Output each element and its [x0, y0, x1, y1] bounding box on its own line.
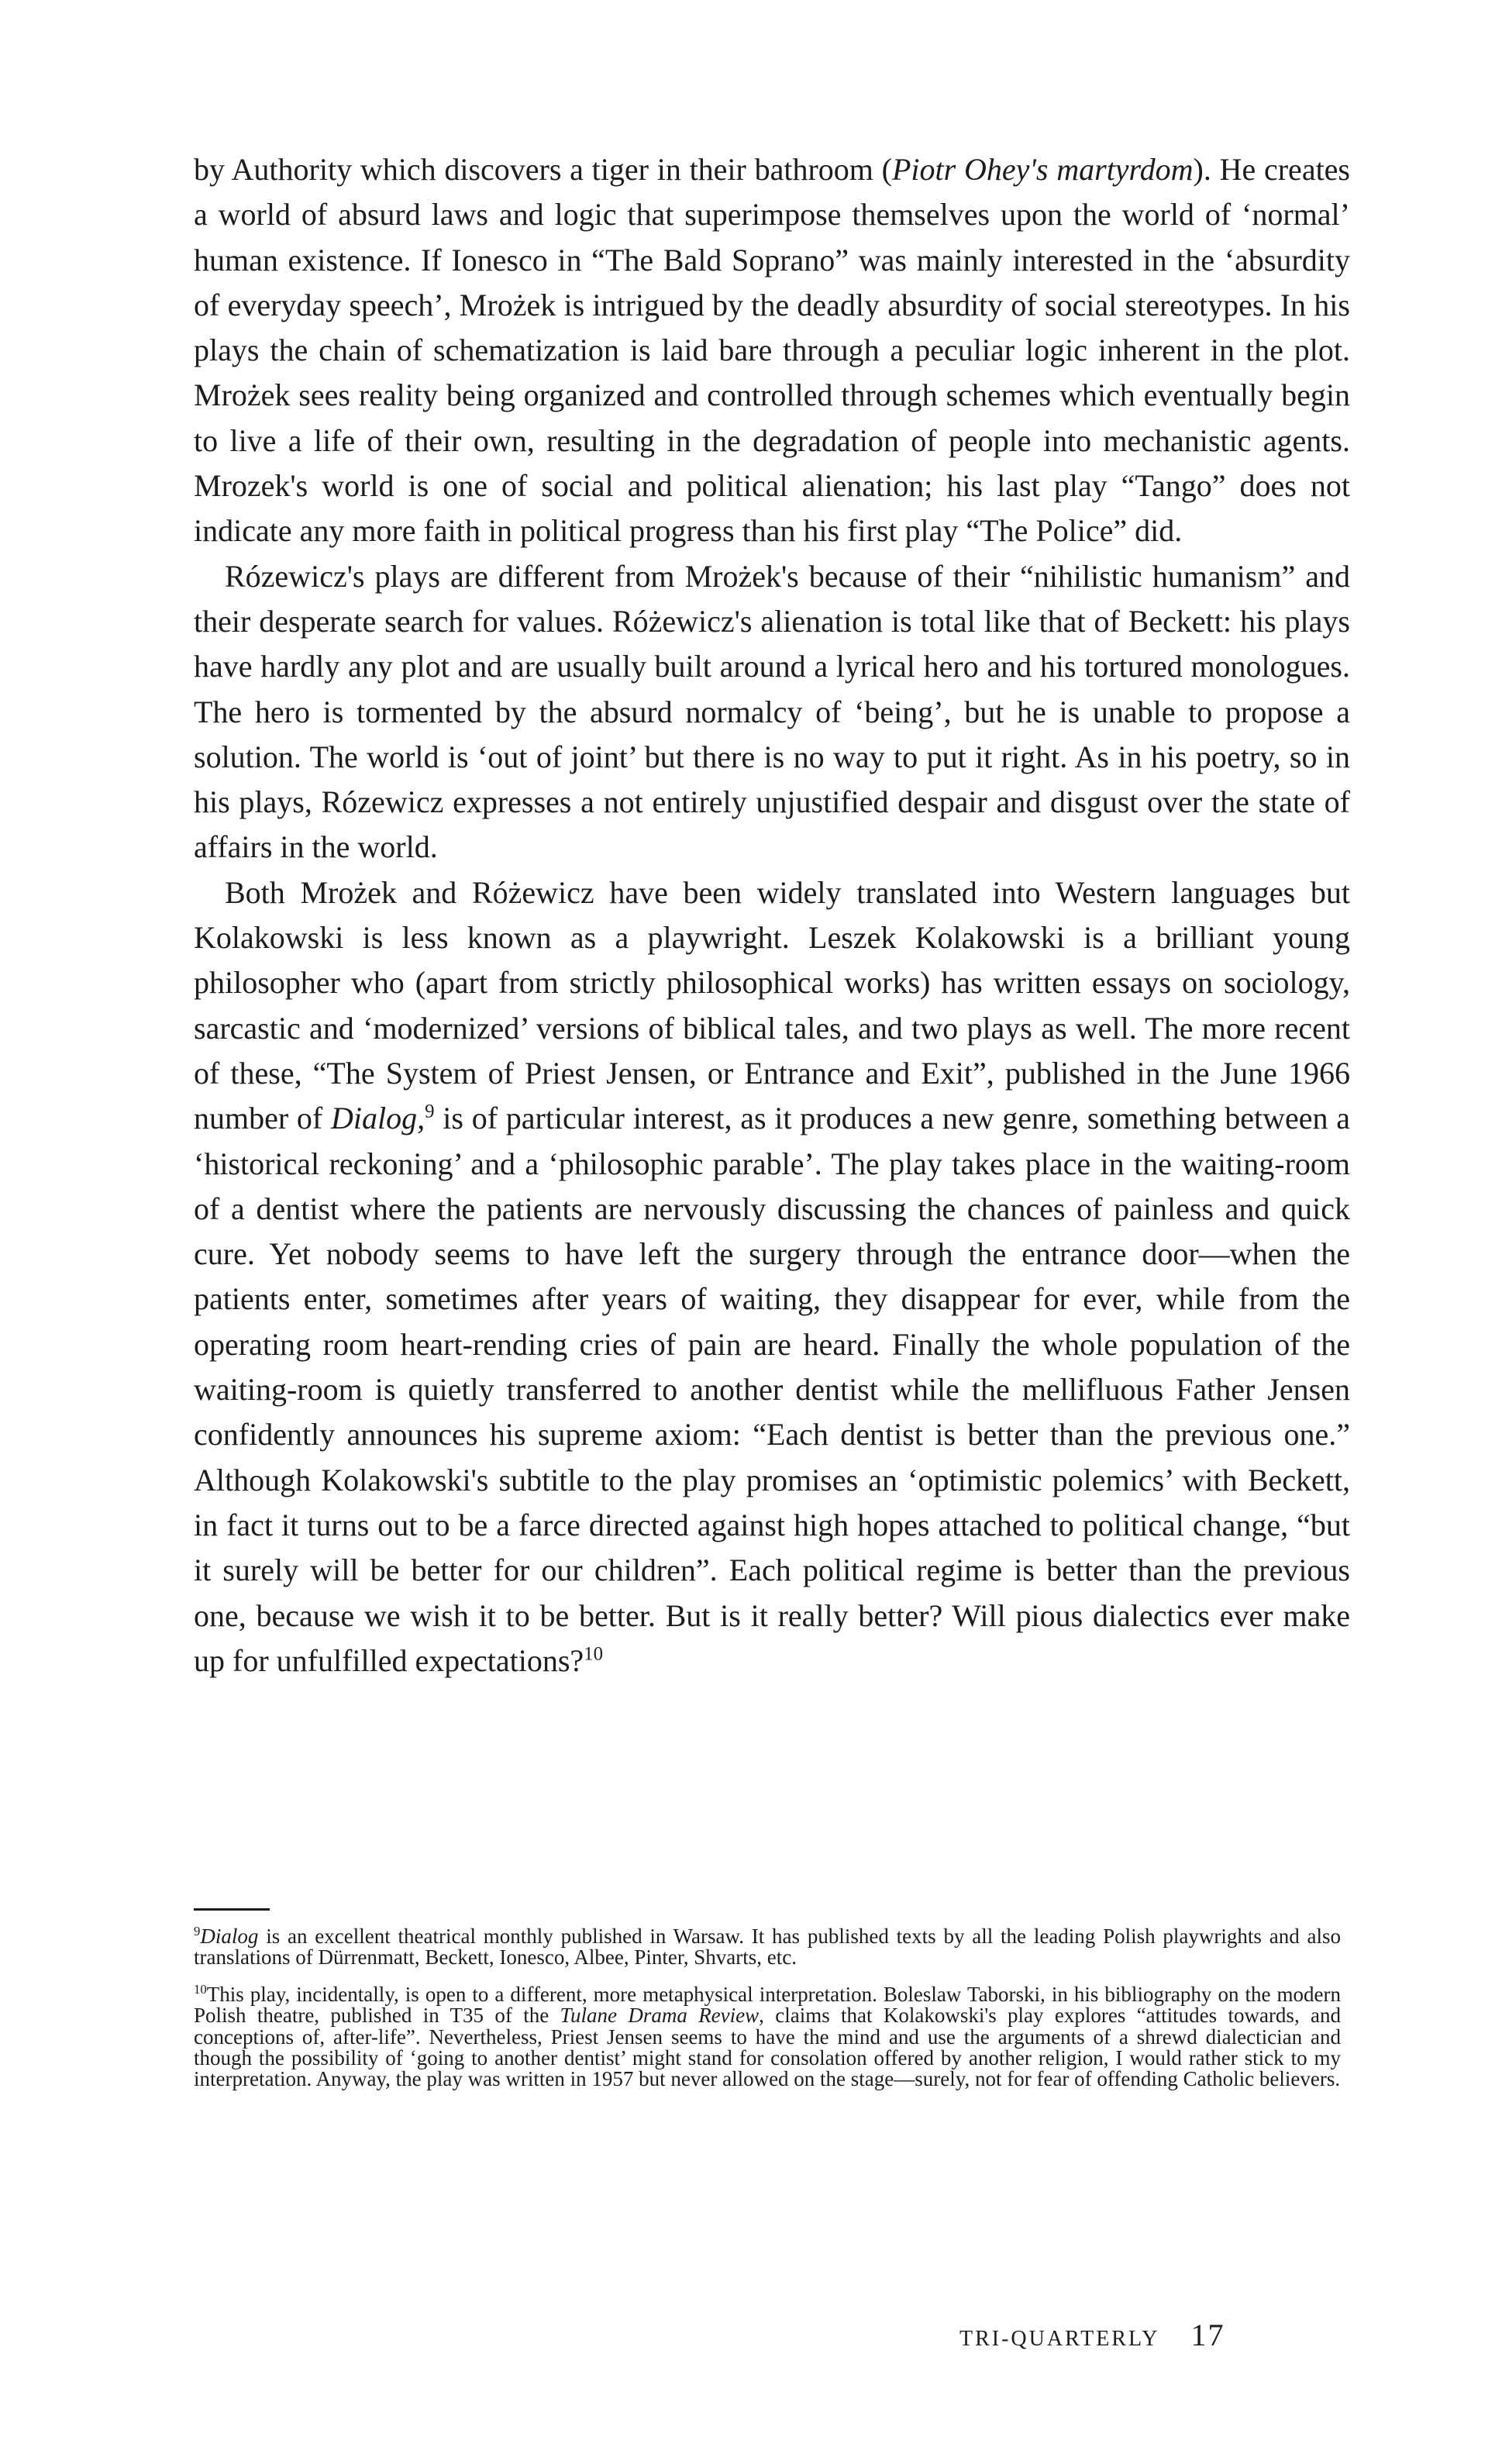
- footnotes: [194, 1926, 1341, 2106]
- p3-italic-dialog: Dialog,: [331, 1101, 425, 1136]
- p3-text-a: Both Mrożek and Różewicz have been widely translated into Western languages but Kolakowski is less known as a playwright. Leszek Kolakowski is a brilliant young philosopher who (apart from strictly philosophical works) has written essays on sociology, sarcastic and ‘modernized’ versions of biblical tales, and two plays as well. The more recent of these, “The System of Priest Jensen, or Entrance and Exit”, published in the June 1966 number of: [194, 874, 1350, 1136]
- footnote-10-text-b: , claims that Kolakowski's play explores “attitudes towards, and conceptions of, after-life”. Nevertheless, Priest Jensen seems to have the mind and use the arguments of a shrewd dialectician and though the possibility of ‘going to another dentist’ might stand for consolation offered by another religion, I would rather stick to my interpretation. Anyway, the play was written in 1957 but never allowed on the stage—surely, not for fear of offending Catholic believers.: [194, 2004, 1342, 2091]
- footnote-ref-9: 9: [425, 1101, 435, 1122]
- footnote-9-italic: Dialog: [200, 1925, 259, 1948]
- paragraph-2: [194, 554, 1350, 870]
- p1-italic-title: Piotr Ohey's martyrdom: [892, 152, 1194, 187]
- footnote-9: [194, 1926, 1341, 1969]
- paragraph-3: [194, 870, 1350, 1683]
- footnote-10-marker: 10: [194, 1981, 207, 1997]
- footnote-10-italic: Tulane Drama Review: [560, 2004, 760, 2028]
- footnote-10: [194, 1981, 1342, 2091]
- footnote-10-text-a: This play, incidentally, is open to a different, more metaphysical interpretation. Boleslaw Taborski, in his bibliography on the modern Polish theatre, published in T35 of the: [194, 1982, 1341, 2028]
- journal-name: TRI-QUARTERLY: [959, 2327, 1160, 2351]
- body-text: [194, 147, 1350, 1683]
- page-footer: [959, 2317, 1308, 2353]
- p1-text-a: by Authority which discovers a tiger in their bathroom (: [194, 152, 892, 187]
- p2-text: Rózewicz's plays are different from Mrożek's because of their “nihilistic humanism” and their desperate search for values. Różewicz's alienation is total like that of Beckett: his plays have hardly any plot and are usually built around a lyrical hero and his tortured monologues. The hero is tormented by the absurd normalcy of ‘being’, but he is unable to propose a solution. The world is ‘out of joint’ but there is no way to put it right. As in his poetry, so in his plays, Rózewicz expresses a not entirely unjustified despair and disgust over the state of affairs in the world.: [194, 558, 1350, 865]
- footnote-ref-10: 10: [584, 1643, 603, 1665]
- p3-text-b: is of particular interest, as it produces a new genre, something between a ‘historical reckoning’ and a ‘philosophic parable’. The play takes place in the waiting-room of a dentist where the patients are nervously discussing the chances of painless and quick cure. Yet nobody seems to have left the surgery through the entrance door—when the patients enter, sometimes after years of waiting, they disappear for ever, while from the operating room heart-rending cries of pain are heard. Finally the whole population of the waiting-room is quietly transferred to another dentist while the mellifluous Father Jensen confidently announces his supreme axiom: “Each dentist is better than the previous one.” Although Kolakowski's subtitle to the play promises an ‘optimistic polemics’ with Beckett, in fact it turns out to be a farce directed against high hopes attached to political change, “but it surely will be better for our children”. Each political regime is better than the previous one, because we wish it to be better. But is it really better? Will pious dialectics ever make up for unfulfilled expectations?: [194, 1101, 1350, 1678]
- footnote-9-marker: 9: [194, 1924, 201, 1938]
- paragraph-1: [194, 147, 1350, 554]
- p1-text-b: ). He creates a world of absurd laws and logic that superimpose themselves upon the world of ‘normal’ human existence. If Ionesco in “The Bald Soprano” was mainly interested in the ‘absurdity of everyday speech’, Mrożek is intrigued by the deadly absurdity of social stereotypes. In his plays the chain of schematization is laid bare through a peculiar logic inherent in the plot. Mrożek sees reality being organized and controlled through schemes which eventually begin to live a life of their own, resulting in the degradation of people into mechanistic agents. Mrozek's world is one of social and political alienation; his last play “Tango” does not indicate any more faith in political progress than his first play “The Police” did.: [194, 152, 1351, 549]
- page-number: 17: [1190, 2318, 1225, 2352]
- footnote-9-text: is an excellent theatrical monthly published in Warsaw. It has published texts by all the leading Polish playwrights and also translations of Dürrenmatt, Beckett, Ionesco, Albee, Pinter, Shvarts, etc.: [194, 1925, 1341, 1969]
- footnote-rule: [194, 1908, 270, 1911]
